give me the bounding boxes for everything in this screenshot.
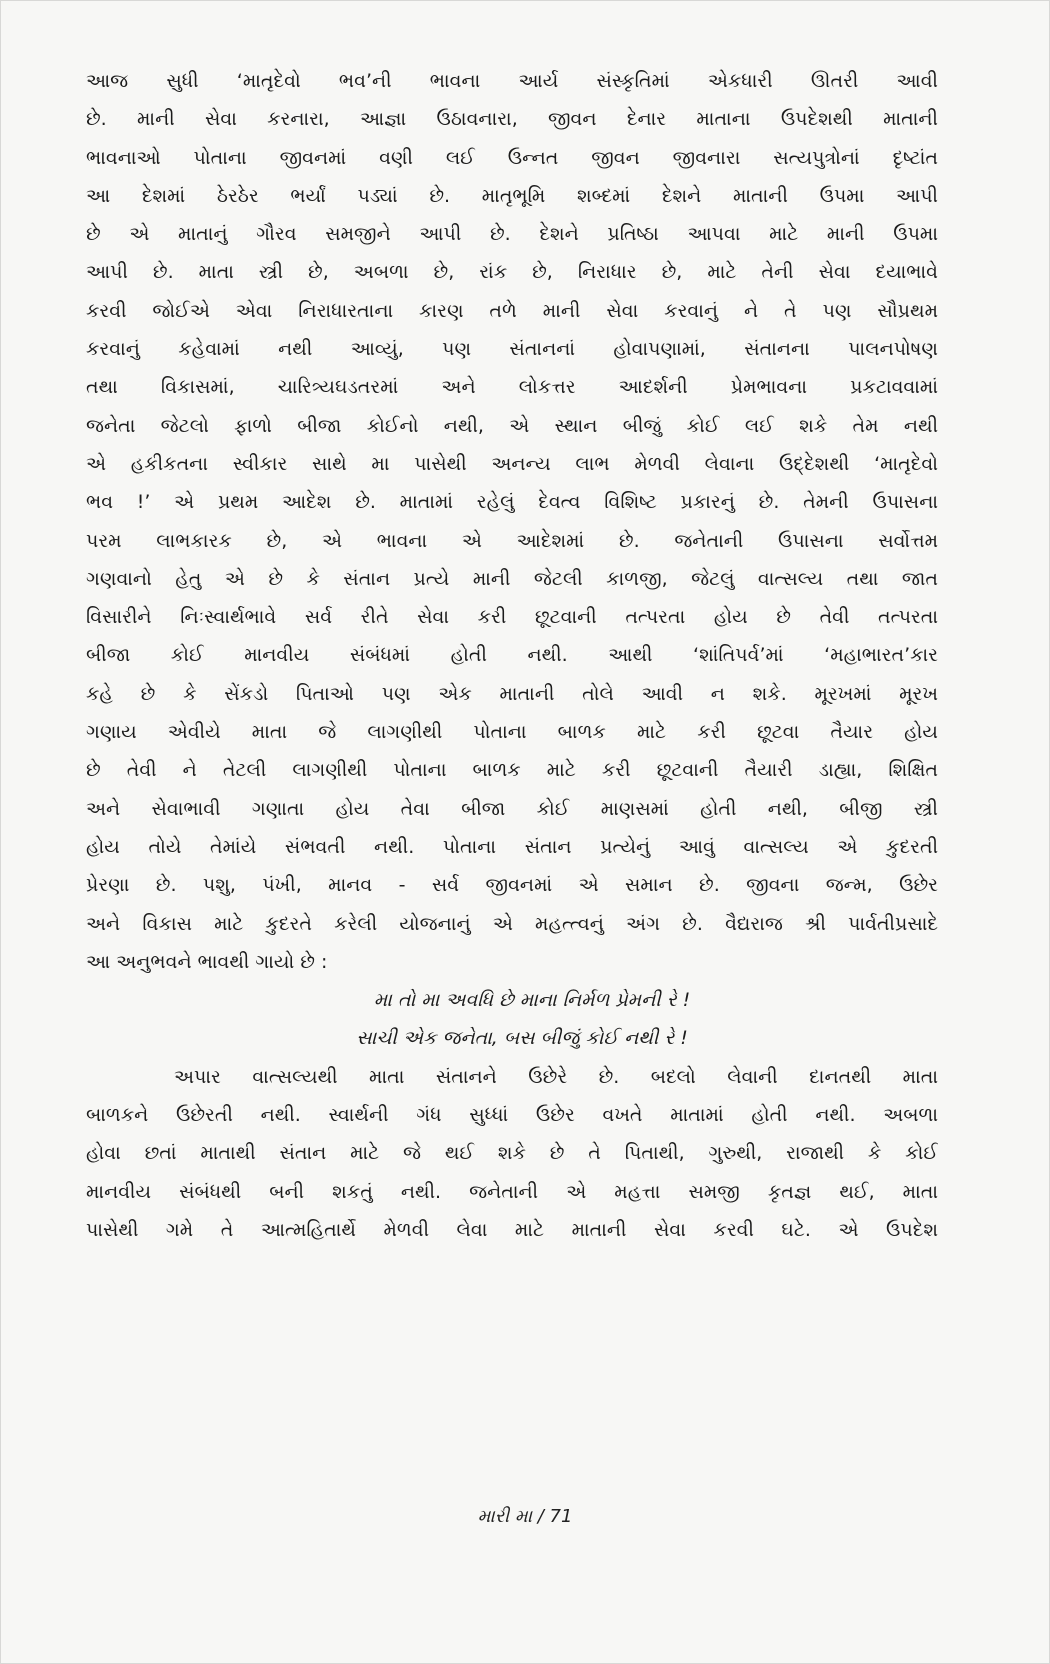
text-line: છે તેવી ને તેટલી લાગણીથી પોતાના બાળક માટે કરી છૂટવાની તૈયારી ડાહ્યા, શિક્ષિત <box>86 759 938 782</box>
text-line: આ દેશમાં ઠેરઠેર ભર્યાં પડ્યાં છે. માતૃભૂમિ શબ્દમાં દેશને માતાની ઉપમા આપી <box>86 184 938 207</box>
verse <box>86 981 938 1058</box>
paragraph-2 <box>86 1058 938 1249</box>
text-line: ભવ !’ એ પ્રથમ આદેશ છે. માતામાં રહેલું દેવત્વ વિશિષ્ટ પ્રકારનું છે. તેમની ઉપાસના <box>86 491 938 514</box>
text-line: આ અનુભવને ભાવથી ગાયો છે : <box>86 950 328 973</box>
verse-line: મા તો મા અવધિ છે માના નિર્મળ પ્રેમની રે ! <box>373 989 691 1012</box>
text-line: આજ સુધી ‘માતૃદેવો ભવ’ની ભાવના આર્ય સંસ્કૃતિમાં એકધારી ઊતરી આવી <box>86 70 938 92</box>
text-line: અને વિકાસ માટે કુદરતે કરેલી યોજનાનું એ મહત્ત્વનું અંગ છે. વૈદ્યરાજ શ્રી પાર્વતીપ્રસાદે <box>86 912 938 935</box>
text-line: પ્રેરણા છે. પશુ, પંખી, માનવ - સર્વ જીવનમાં એ સમાન છે. જીવના જન્મ, ઉછેર <box>86 874 938 897</box>
body-text <box>86 62 938 1249</box>
text-line: માનવીય સંબંધથી બની શકતું નથી. જનેતાની એ મહત્તા સમજી કૃતજ્ઞ થઈ, માતા <box>86 1180 938 1203</box>
text-line: તથા વિકાસમાં, ચારિત્ર્યઘડતરમાં અને લોકત્તર આદર્શની પ્રેમભાવના પ્રકટાવવામાં <box>86 376 938 399</box>
text-line: બાળકને ઉછેરતી નથી. સ્વાર્થની ગંધ સુધ્ધાં ઉછેર વખતે માતામાં હોતી નથી. અબળા <box>86 1104 938 1127</box>
text-line: છે. માની સેવા કરનારા, આજ્ઞા ઉઠાવનારા, જીવન દેનાર માતાના ઉપદેશથી માતાની <box>86 108 938 131</box>
paragraph-1 <box>86 62 938 981</box>
text-line: આપી છે. માતા સ્ત્રી છે, અબળા છે, રાંક છે, નિરાધાર છે, માટે તેની સેવા દયાભાવે <box>86 261 938 284</box>
text-line: જનેતા જેટલો ફાળો બીજા કોઈનો નથી, એ સ્થાન બીજું કોઈ લઈ શકે તેમ નથી <box>86 414 938 437</box>
page-footer: મારી મા / 71 <box>477 1506 573 1527</box>
text-line: અને સેવાભાવી ગણાતા હોય તેવા બીજા કોઈ માણસમાં હોતી નથી, બીજી સ્ત્રી <box>86 797 938 820</box>
text-line: હોય તોયે તેમાંયે સંભવતી નથી. પોતાના સંતાન પ્રત્યેનું આવું વાત્સલ્ય એ કુદરતી <box>86 835 938 858</box>
text-line: કહે છે કે સેંકડો પિતાઓ પણ એક માતાની તોલે આવી ન શકે. મૂરખમાં મૂરખ <box>86 682 938 705</box>
text-line: વિસારીને નિઃસ્વાર્થભાવે સર્વ રીતે સેવા કરી છૂટવાની તત્પરતા હોય છે તેવી તત્પરતા <box>86 606 938 629</box>
text-line: પરમ લાભકારક છે, એ ભાવના એ આદેશમાં છે. જનેતાની ઉપાસના સર્વોત્તમ <box>86 529 938 552</box>
text-line: છે એ માતાનું ગૌરવ સમજીને આપી છે. દેશને પ્રતિષ્ઠા આપવા માટે માની ઉપમા <box>86 223 938 246</box>
text-line: ભાવનાઓ પોતાના જીવનમાં વણી લઈ ઉન્નત જીવન જીવનારા સત્યપુત્રોનાં દૃષ્ટાંત <box>86 146 938 169</box>
verse-line: સાચી એક જનેતા, બસ બીજું કોઈ નથી રે ! <box>356 1027 688 1050</box>
text-line: બીજા કોઈ માનવીય સંબંધમાં હોતી નથી. આથી ‘શાંતિપર્વ’માં ‘મહાભારત’કાર <box>86 644 938 667</box>
text-line: એ હકીકતના સ્વીકાર સાથે મા પાસેથી અનન્ય લાભ મેળવી લેવાના ઉદ્દેશથી ‘માતૃદેવો <box>86 452 938 475</box>
text-line: કરવી જોઈએ એવા નિરાધારતાના કારણ તળે માની સેવા કરવાનું ને તે પણ સૌપ્રથમ <box>86 299 938 322</box>
text-line: ગણાય એવીયે માતા જે લાગણીથી પોતાના બાળક માટે કરી છૂટવા તૈયાર હોય <box>86 721 938 744</box>
text-line: હોવા છતાં માતાથી સંતાન માટે જે થઈ શકે છે તે પિતાથી, ગુરુથી, રાજાથી કે કોઈ <box>86 1142 938 1165</box>
text-line: અપાર વાત્સલ્યથી માતા સંતાનને ઉછેરે છે. બદલો લેવાની દાનતથી માતા <box>174 1065 938 1088</box>
text-line: પાસેથી ગમે તે આત્મહિતાર્થે મેળવી લેવા માટે માતાની સેવા કરવી ઘટે. એ ઉપદેશ <box>86 1218 938 1241</box>
text-line: કરવાનું કહેવામાં નથી આવ્યું, પણ સંતાનનાં હોવાપણામાં, સંતાનના પાલનપોષણ <box>86 338 938 361</box>
text-line: ગણવાનો હેતુ એ છે કે સંતાન પ્રત્યે માની જેટલી કાળજી, જેટલું વાત્સલ્ય તથા જાત <box>86 567 938 590</box>
